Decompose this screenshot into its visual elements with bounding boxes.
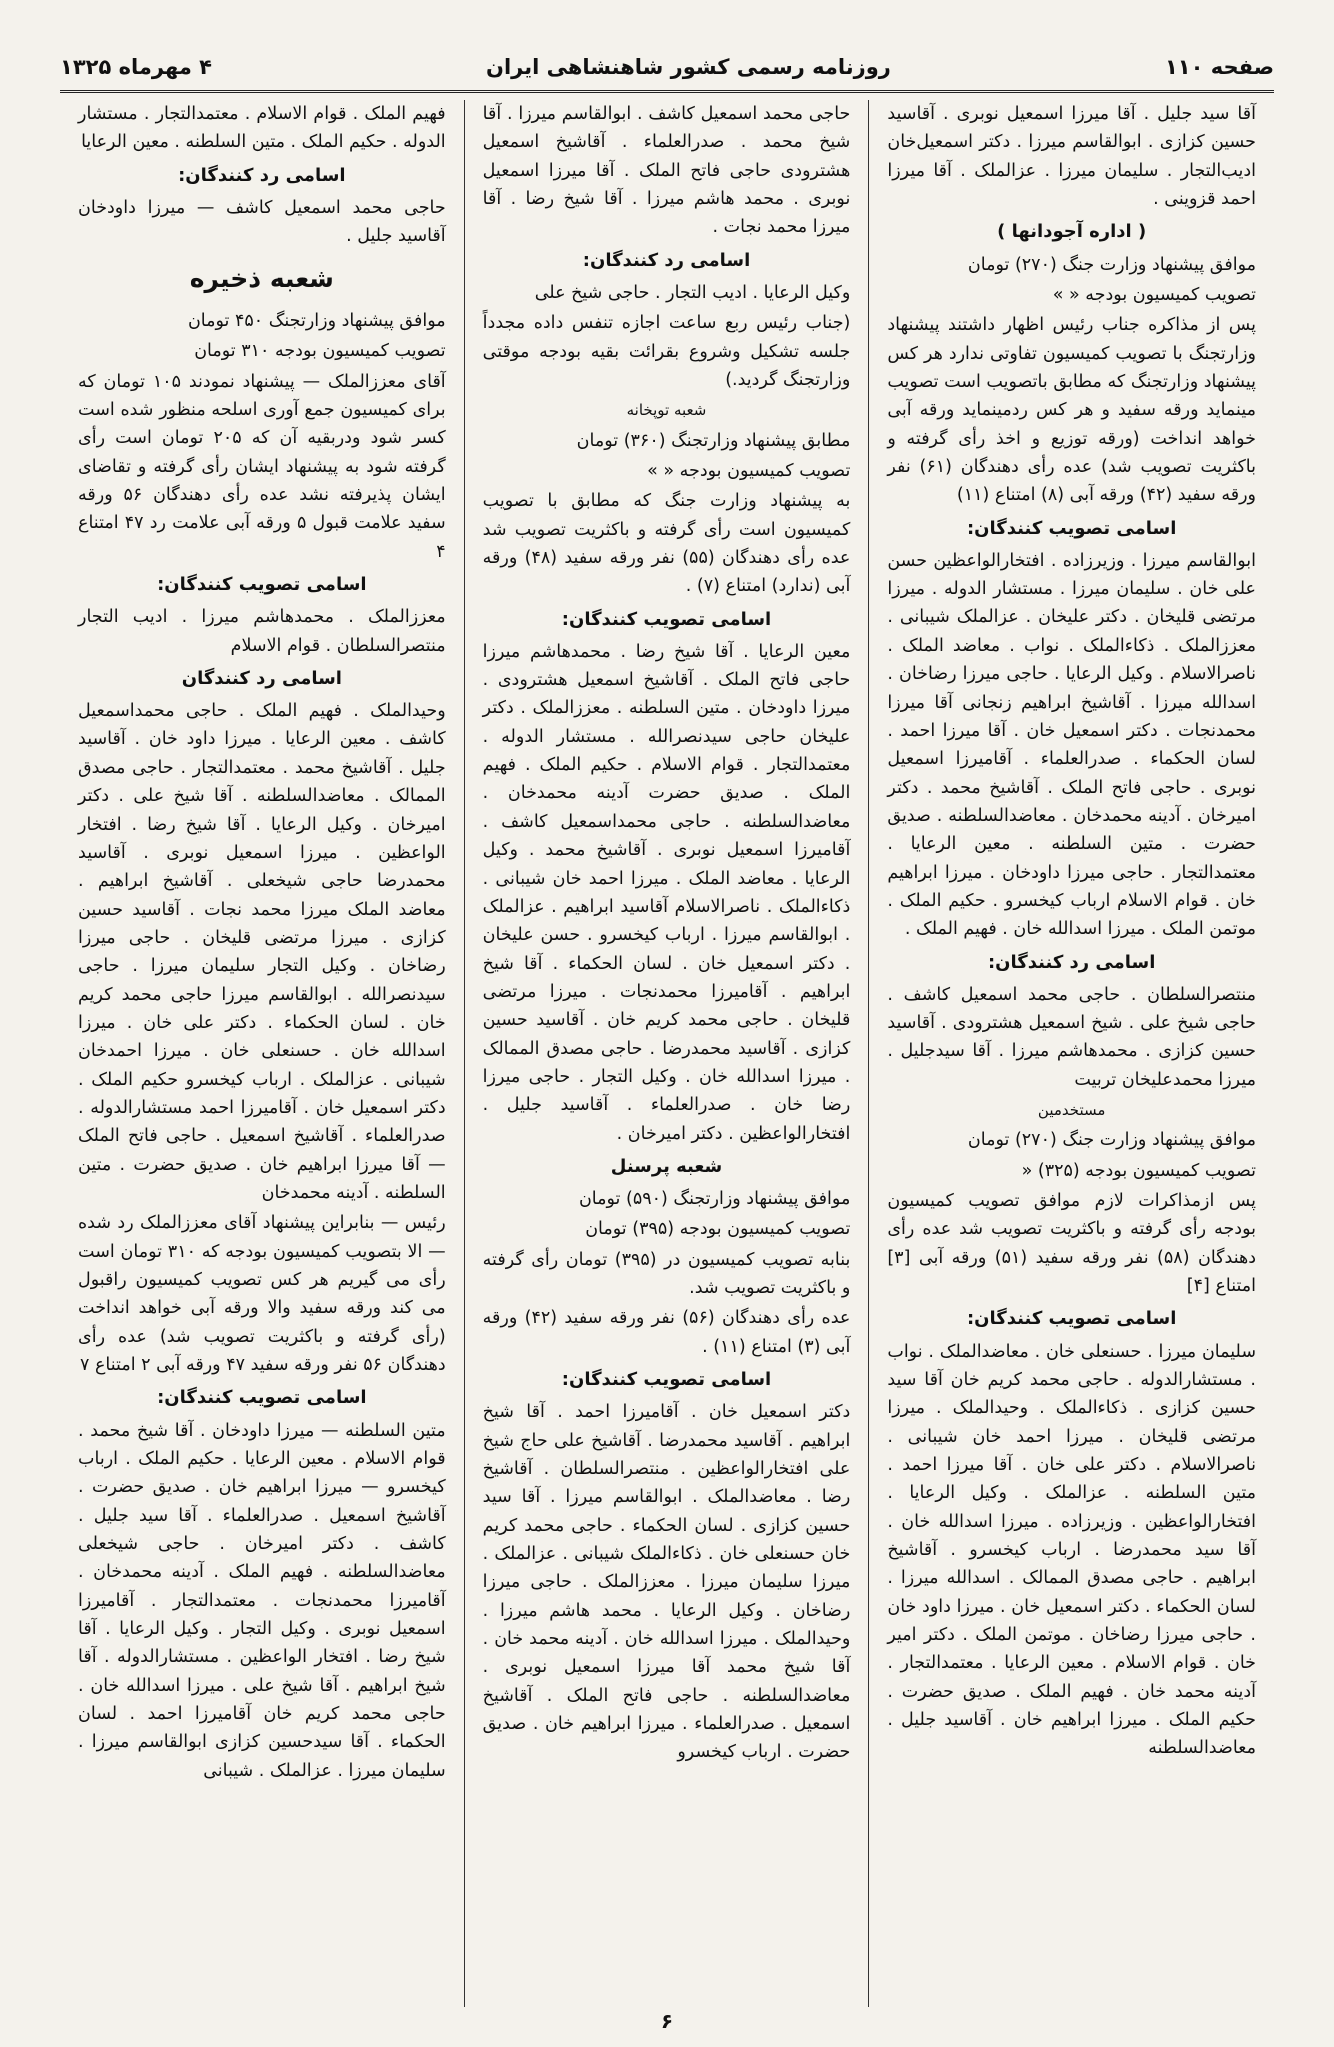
paragraph: تصویب کمیسیون بودجه ۳۱۰ تومان (194, 341, 446, 362)
paragraph: حاجی محمد اسمعیل کاشف — میرزا داودخان آقاسید جلیل . (78, 197, 446, 247)
paragraph: موافق پیشنهاد وزارت جنگ (۲۷۰) تومان (967, 1130, 1256, 1151)
page-number: صفحه ۱۱۰ (1164, 55, 1274, 79)
paragraph: تصویب کمیسیون بودجه (۳۹۵) تومان (585, 1219, 851, 1240)
column-middle (465, 100, 870, 2007)
column-right (869, 100, 1274, 2007)
paragraph: متین السلطنه — میرزا داودخان . آقا شیخ محمد . قوام الاسلام . معین الرعایا . حکیم الملک . ارباب کیخسرو — میرزا ابراهیم خان . صدیق حضرت . آقاشیخ اسمعیل . صدرالعلماء . آقا سید جلیل . کاشف . دکتر امیرخان . حاجی شیخعلی معاضدالسلطنه . فهیم الملک . آدینه محمدخان . آقامیرزا محمدنجات . معتمدالتجار . آقامیرزا اسمعیل نوبری . وکیل التجار . وکیل الرعایا . آقا شیخ رضا . افتخار الواعظین . مستشارالدوله . آقا شیخ ابراهیم . آقا شیخ علی . میرزا اسدالله خان . حاجی محمد کریم خان آقامیرزا احمد . لسان الحکماء . آقا سیدحسین کزازی ابوالقاسم میرزا . سلیمان میرزا . عزالملک . شیبانی (78, 1420, 446, 1781)
paragraph: وحیدالملک . فهیم الملک . حاجی محمداسمعیل کاشف . معین الرعایا . میرزا داود خان . آقاسید جلیل . آقاشیخ محمد . معتمدالتجار . حاجی مصدق الممالک . معاضدالسلطنه . آقا شیخ علی . دکتر امیرخان . وکیل الرعایا . آقا شیخ رضا . افتخار الواعظین . میرزا اسمعیل نوبری . آقاسید محمدرضا حاجی شیخعلی . آقاشیخ ابراهیم . معاضد الملک میرزا محمد نجات . آقاسید حسین کزازی . میرزا مرتضی قلیخان . حاجی میرزا رضاخان . وکیل التجار سلیمان میرزا . حاجی سیدنصرالله . ابوالقاسم میرزا حاجی محمد کریم خان . لسان الحکماء . دکتر علی خان . میرزا اسدالله خان . حسنعلی خان . میرزا احمدخان شیبانی . عزالملک . ارباب کیخسرو حکیم الملک . دکتر اسمعیل خان . آقامیرزا احمد مستشارالدوله . صدرالعلماء . آقاشیخ اسمعیل . حاجی فاتح الملک — آقا میرزا ابراهیم خان . صدیق حضرت . متین السلطنه . آدینه محمدخان (78, 701, 446, 1203)
paragraph: فهیم الملک . قوام الاسلام . معتمدالتجار . مستشار الدوله . حکیم الملک . متین السلطنه . معین الرعایا (78, 104, 446, 153)
section-heading: اسامی تصویب کنندگان: (966, 517, 1177, 539)
paragraph: منتصرالسلطان . حاجی محمد اسمعیل کاشف . حاجی شیخ علی . شیخ اسمعیل هشترودی . آقاسید حسین کزازی . محمدهاشم میرزا . آقا سیدجلیل . میرزا محمدعلیخان تربیت (887, 984, 1256, 1090)
section-heading: ( اداره آجودانها ) (997, 221, 1147, 243)
issue-date: ۴ مهرماه ۱۳۲۵ (60, 55, 212, 79)
section-heading: شعبه توپخانه (626, 401, 707, 420)
paragraph: موافق پیشنهاد وزارتجنگ ۴۵۰ تومان (187, 311, 446, 332)
paragraph: رئیس — بنابراین پیشنهاد آقای معززالملک رد شده — الا بتصویب کمیسیون بودجه که ۳۱۰ تومان است رأی می گیریم هر کس تصویب کمیسیون راقبول می کند ورقه سفید والا ورقه آبی خواهد انداخت (رأی گرفته و باکثریت تصویب شد) عده رأی دهندگان ۵۶ نفر ورقه سفید ۴۷ ورقه آبی ۲ امتناع ۷ (78, 1213, 446, 1376)
paragraph: بنابه تصویب کمیسیون در (۳۹۵) تومان رأی گرفته و باکثریت تصویب شد. (482, 1249, 851, 1299)
paragraph: معین الرعایا . آقا شیخ رضا . محمدهاشم میرزا حاجی فاتح الملک . آقاشیخ اسمعیل هشترودی . میرزا داودخان . متین السلطنه . معززالملک . دکتر علیخان حاجی سیدنصرالله . مستشار الدوله . معتمدالتجار . قوام الاسلام . حکیم الملک . فهیم الملک . صدیق حضرت آدینه محمدخان . معاضدالسلطنه . حاجی محمداسمعیل کاشف . آقامیرزا اسمعیل نوبری . آقاشیخ محمد . وکیل الرعایا . معاضد الملک . میرزا احمد خان شیبانی . ذکاءالملک . ناصرالاسلام آقاسید ابراهیم . عزالملک . ابوالقاسم میرزا . ارباب کیخسرو . حسن علیخان . دکتر اسمعیل خان . لسان الحکماء . آقا شیخ ابراهیم . آقامیرزا محمدنجات . میرزا مرتضی قلیخان . حاجی محمد کریم خان . آقاسید حسین کزازی . آقاسید محمدرضا . حاجی مصدق الممالک . میرزا اسدالله خان . وکیل التجار . حاجی میرزا رضا خان . صدرالعلماء . آقاسید جلیل . افتخارالواعظین . دکتر امیرخان . (482, 641, 851, 1144)
paragraph: پس از مذاکره جناب رئیس اظهار داشتند پیشنهاد وزارتجنگ با تصویب کمیسیون تفاوتی ندارد هر کس پیشنهاد وزارتجنگ که مطابق باتصویب است تصویب مینماید ورقه سفید و هر کس ردمینماید ورقه آبی خواهد انداخت (ورقه توزیع و اخذ رأی گرفته و باکثریت تصویب شد) عده رأی دهندگان (۶۱) نفر ورقه سفید (۴۲) ورقه آبی (۸) امتناع (۱۱) (887, 315, 1256, 506)
section-heading: اسامی تصویب کنندگان: (561, 1369, 772, 1391)
paragraph: وکیل الرعایا . ادیب التجار . حاجی شیخ علی (534, 282, 851, 303)
section-heading: اسامی رد کنندگان: (178, 164, 346, 186)
paragraph: به پیشنهاد وزارت جنگ که مطابق با تصویب کمیسیون است رأی گرفته و باکثریت تصویب شد عده رأی دهندگان (۵۵) نفر ورقه سفید (۴۸) ورقه آبی (ندارد) امتناع (۷) . (482, 491, 851, 597)
paragraph: تصویب کمیسیون بودجه « » (1052, 284, 1256, 305)
section-heading: اسامی رد کنندگان (181, 667, 342, 689)
paragraph: ابوالقاسم میرزا . وزیرزاده . افتخارالواعظین حسن علی خان . سلیمان میرزا . مستشار الدوله . میرزا مرتضی قلیخان . دکتر علیخان . عزالملک شیبانی . معززالملک . ذکاءالملک . نواب . معاضد الملک . ناصرالاسلام . وکیل الرعایا . حاجی میرزا رضاخان . اسدالله میرزا . آقاشیخ ابراهیم زنجانی آقا میرزا محمدنجات . دکتر اسمعیل خان . آقا میرزا احمد . لسان الحکماء . صدرالعلماء . آقامیرزا اسمعیل نوبری . حاجی فاتح الملک . آقاشیخ محمد . دکتر امیرخان . آدینه محمدخان . معاضدالسلطنه . صدیق حضرت . متین السلطنه . معین الرعایا . معتمدالتجار . حاجی میرزا داودخان . میرزا ابراهیم خان . قوام الاسلام ارباب کیخسرو . حکیم الملک . موتمن الملک . میرزا اسدالله خان . فهیم الملک . (887, 550, 1256, 940)
section-title: شعبه ذخیره (189, 263, 334, 293)
section-heading: اسامی رد کنندگان: (582, 249, 751, 271)
paragraph: حاجی محمد اسمعیل کاشف . ابوالقاسم میرزا . آقا شیخ محمد . صدرالعلماء . آقاشیخ اسمعیل هشترودی حاجی فاتح الملک . آقا میرزا اسمعیل نوبری . محمد هاشم میرزا . آقا شیخ رضا . آقا میرزا محمد نجات . (482, 104, 851, 238)
paragraph: تصویب کمیسیون بودجه (۳۲۵) « (1021, 1160, 1256, 1181)
paragraph: موافق پیشنهاد وزارت جنگ (۲۷۰) تومان (967, 254, 1256, 275)
paragraph: (جناب رئیس ربع ساعت اجازه تنفس داده مجدداً جلسه تشکیل وشروع بقرائت بقیه بودجه موقتی وزارتجنگ گردید.) (482, 313, 851, 390)
paragraph: تصویب کمیسیون بودجه « » (647, 460, 851, 481)
paragraph: عده رأی دهندگان (۵۶) نفر ورقه سفید (۴۲) ورقه آبی (۳) امتناع (۱۱) . (482, 1308, 851, 1357)
paragraph: موافق پیشنهاد وزارتجنگ (۵۹۰) تومان (578, 1189, 851, 1210)
paragraph: دکتر اسمعیل خان . آقامیرزا احمد . آقا شیخ ابراهیم . آقاسید محمدرضا . آقاشیخ علی حاج شیخ علی افتخارالواعظین . منتصرالسلطان . آقاشیخ رضا . معاضدالملک . ابوالقاسم میرزا . آقا سید حسین کزازی . لسان الحکماء . حاجی محمد کریم خان حسنعلی خان . ذکاءالملک شیبانی . عزالملک . میرزا سلیمان میرزا . معززالملک . حاجی میرزا رضاخان . وکیل الرعایا . محمد هاشم میرزا . وحیدالملک . میرزا اسدالله خان . آدینه محمد خان . آقا شیخ محمد آقا میرزا اسمعیل نوبری . معاضدالسلطنه . حاجی فاتح الملک . آقاشیخ اسمعیل . صدرالعلماء . میرزا ابراهیم خان . صدیق حضرت . ارباب کیخسرو (482, 1402, 851, 1763)
paragraph: پس ازمذاکرات لازم موافق تصویب کمیسیون بودجه رأی گرفته و باکثریت تصویب شد عده رأی دهندگان (۵۸) نفر ورقه سفید (۵۱) ورقه آبی [۳] امتناع [۴] (887, 1191, 1256, 1297)
paragraph: آقای معززالملک — پیشنهاد نمودند ۱۰۵ تومان که برای کمیسیون جمع آوری اسلحه منظور شده است کسر شود ودربقیه آن که ۲۰۵ تومان است رأی گرفته شود به پیشنهاد ایشان رأی گرفته و تقاضای ایشان پذیرفته نشد عده رأی دهندگان ۵۶ ورقه سفید علامت قبول ۵ ورقه آبی علامت رد ۴۷ امتناع ۴ (78, 371, 446, 562)
text-columns (60, 100, 1274, 2007)
footer-page-number: ۶ (660, 2009, 674, 2033)
paragraph: مطابق پیشنهاد وزارتجنگ (۳۶۰) تومان (576, 430, 851, 451)
paragraph: سلیمان میرزا . حسنعلی خان . معاضدالملک . نواب . مستشارالدوله . حاجی محمد کریم خان آقا سید حسین کزازی . ذکاءالملک . وحیدالملک . میرزا مرتضی قلیخان . میرزا احمد خان شیبانی . ناصرالاسلام . دکتر علی خان . آقا میرزا احمد . متین السلطنه . عزالملک . وکیل الرعایا . افتخارالواعظین . وزیرزاده . میرزا اسدالله خان . آقا سید محمدرضا . ارباب کیخسرو . آقاشیخ ابراهیم . حاجی مصدق الممالک . اسدالله میرزا . لسان الحکماء . دکتر اسمعیل خان . میرزا داود خان . حاجی میرزا رضاخان . موتمن الملک . دکتر امیر خان . قوام الاسلام . معین الرعایا . معتمدالتجار . آدینه محمد خان . فهیم الملک . صدیق حضرت . حکیم الملک . میرزا ابراهیم خان . آقاسید جلیل . معاضدالسلطنه (887, 1341, 1256, 1759)
newspaper-title: روزنامه رسمی کشور شاهنشاهی ایران (486, 55, 891, 79)
paragraph: معززالملک . محمدهاشم میرزا . ادیب التجار منتصرالسلطان . قوام الاسلام (78, 607, 446, 656)
section-heading: اسامی رد کنندگان: (987, 951, 1156, 973)
page-header (60, 44, 1274, 93)
section-heading: شعبه پرسنل (610, 1155, 723, 1177)
section-heading: اسامی تصویب کنندگان: (966, 1308, 1177, 1330)
section-heading: اسامی تصویب کنندگان: (157, 574, 367, 596)
section-heading: اسامی تصویب کنندگان: (157, 1387, 367, 1409)
paragraph: آقا سید جلیل . آقا میرزا اسمعیل نوبری . آقاسید حسین کزازی . ابوالقاسم میرزا . دکتر اسمعیل‌خان ادیب‌التجار . سلیمان میرزا . عزالملک . آقا میرزا احمد قزوینی . (887, 104, 1256, 210)
column-left (60, 100, 465, 2007)
section-heading: مستخدمین (1037, 1101, 1106, 1120)
section-heading: اسامی تصویب کنندگان: (561, 608, 772, 630)
